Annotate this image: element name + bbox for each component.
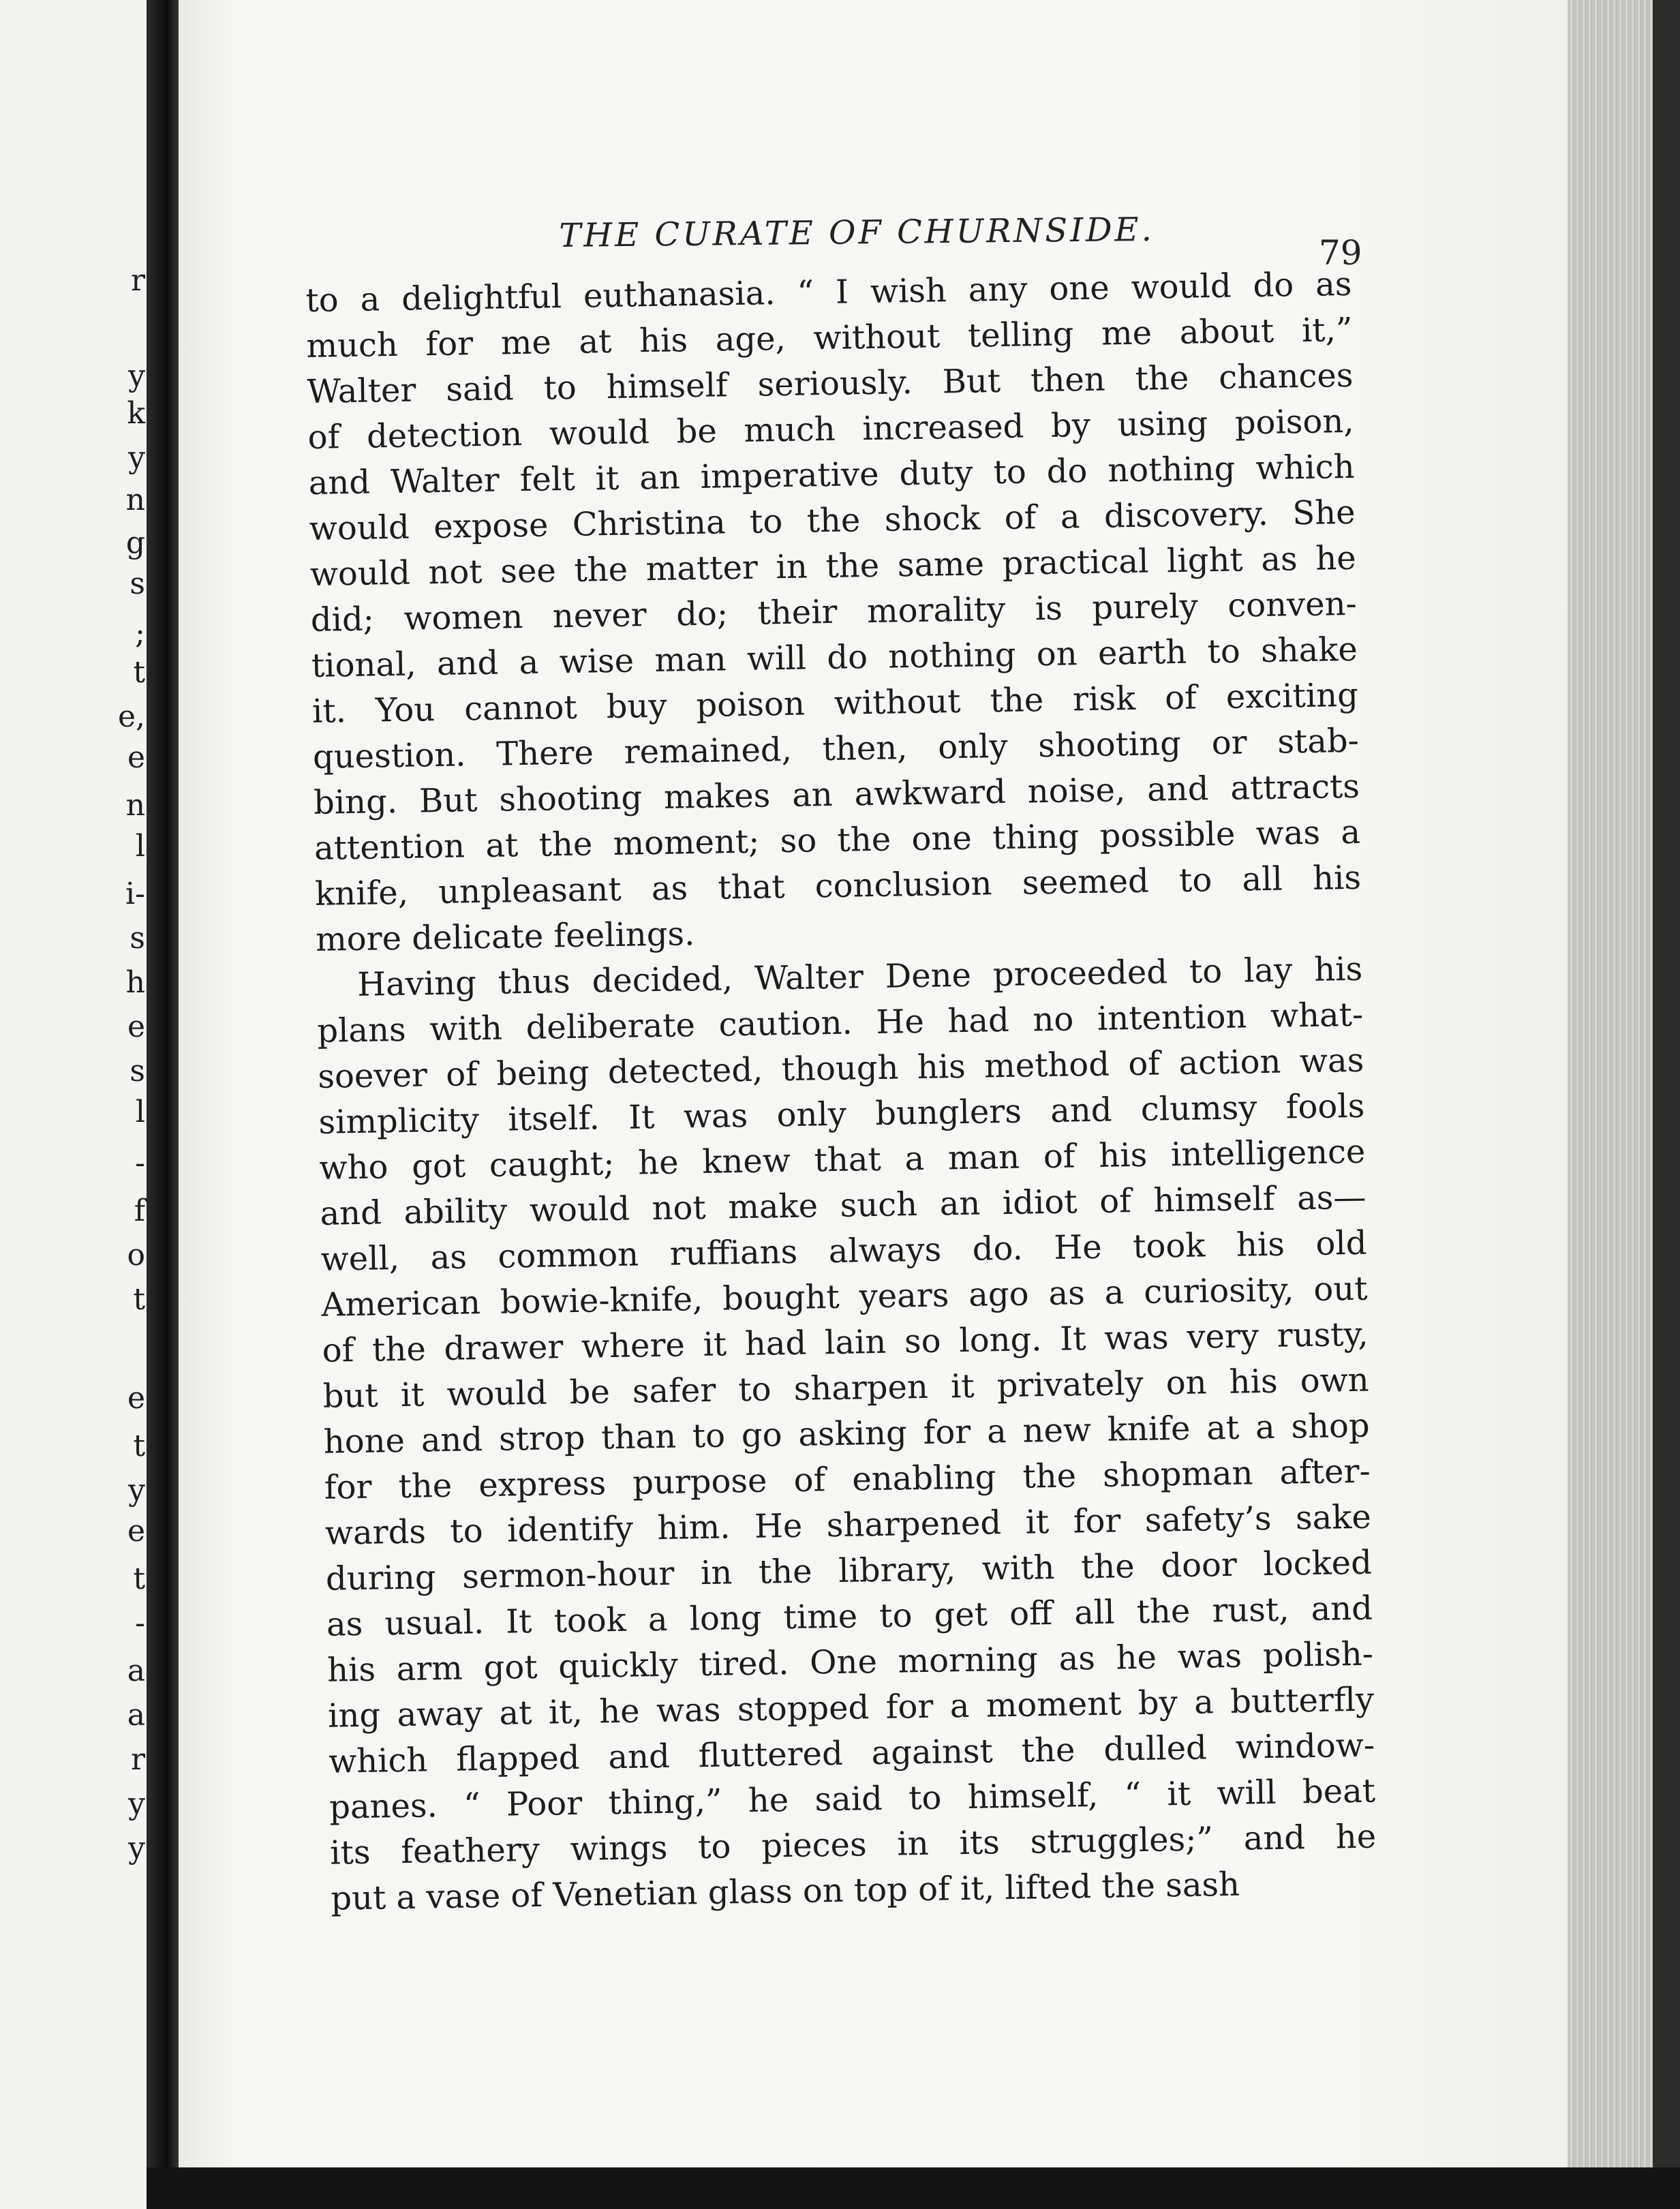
text-line: who got caught; he knew that a man of his intelligence — [319, 1132, 1366, 1187]
running-head: THE CURATE OF CHURNSIDE. — [559, 210, 1155, 255]
left-page-edge-letter: t — [133, 655, 145, 690]
left-page-edge-letter: t — [133, 1429, 145, 1463]
page-number: 79 — [1319, 233, 1362, 273]
text-line: during sermon-hour in the library, with the door locked — [325, 1543, 1373, 1598]
left-page-edge-letter: r — [130, 1742, 145, 1777]
text-line: of the drawer where it had lain so long. It was very rusty, — [322, 1315, 1369, 1370]
left-page-edge-letter: ; — [135, 616, 145, 651]
text-line: wards to identify him. He sharpened it for safety’s sake — [324, 1497, 1372, 1553]
left-page-edge-letter: y — [128, 1831, 145, 1865]
left-page-edge-letter: g — [125, 525, 145, 560]
left-page-edge-letter: e — [127, 1009, 145, 1044]
left-page-edge-letter: a — [127, 1654, 145, 1688]
left-page-edge-letter: e, — [117, 699, 145, 734]
left-page-edge-letter: n — [125, 788, 145, 823]
body-text — [305, 262, 1377, 1922]
left-page-edge-letter: f — [134, 1193, 145, 1228]
text-line: plans with deliberate caution. He had no intention what- — [316, 995, 1364, 1050]
text-line: panes. “ Poor thing,” he said to himself, “ it will beat — [329, 1771, 1376, 1827]
text-line: bing. But shooting makes an awkward noise, and attracts — [313, 767, 1360, 822]
text-line: it. You cannot buy poison without the risk of exciting — [311, 675, 1359, 731]
text-line: question. There remained, then, only shooting or stab- — [312, 721, 1360, 776]
left-page-edge-letter: k — [127, 396, 145, 431]
text-line: hone and strop than to go asking for a new knife at a shop — [323, 1406, 1371, 1461]
text-line: simplicity itself. It was only bunglers and clumsy fools — [318, 1086, 1365, 1142]
text-line: well, as common ruffians always do. He took his old — [320, 1223, 1367, 1279]
bottom-shadow — [147, 2167, 1680, 2209]
text-line: did; women never do; their morality is purely conven- — [310, 584, 1358, 639]
left-page-edge-letter: y — [128, 1786, 145, 1821]
left-page-edge-letter: o — [127, 1238, 145, 1273]
left-page-edge-letter: n — [125, 483, 145, 517]
left-page-edge-letter: s — [129, 1054, 145, 1088]
text-line: Having thus decided, Walter Dene proceeded to lay his — [356, 949, 1363, 1004]
left-page-edge-letter: - — [135, 1606, 145, 1641]
page-edges — [1568, 0, 1680, 2209]
text-line: knife, unpleasant as that conclusion seemed to all his — [314, 858, 1362, 913]
text-line: tional, and a wise man will do nothing on earth to shake — [311, 630, 1358, 685]
text-line: which flapped and fluttered against the dulled window- — [328, 1726, 1375, 1781]
left-page-edge-letter: h — [125, 965, 145, 1000]
left-page-edge-letter: l — [135, 829, 145, 864]
text-line: for the express purpose of enabling the shopman after- — [324, 1452, 1371, 1507]
text-line: his arm got quickly tired. One morning as he was polish- — [326, 1634, 1374, 1690]
left-page-edge-letter: e — [127, 1514, 145, 1549]
left-page-edge-letter: s — [129, 566, 145, 601]
text-line: would not see the matter in the same practical light as he — [309, 538, 1357, 594]
left-page-edge-letter: - — [135, 1146, 145, 1180]
text-line: put a vase of Venetian glass on top of it, lifted the sash — [330, 1865, 1240, 1918]
left-page-edge-letter: a — [127, 1698, 145, 1733]
text-line: and Walter felt it an imperative duty to do nothing which — [308, 447, 1355, 502]
left-page-edge-letter: e — [127, 1381, 145, 1416]
text-line: would expose Christina to the shock of a discovery. She — [309, 493, 1356, 548]
text-line: its feathery wings to pieces in its struggles;” and he — [329, 1817, 1377, 1872]
text-line: but it would be safer to sharpen it privately on his own — [322, 1360, 1370, 1416]
left-page-edge-letter: r — [130, 263, 145, 298]
left-page-edge-letter: l — [135, 1095, 145, 1129]
text-line: soever of being detected, though his method of action was — [317, 1041, 1364, 1096]
text-line: as usual. It took a long time to get off all the rust, and — [326, 1589, 1373, 1644]
text-line: attention at the moment; so the one thing possible was a — [314, 812, 1361, 868]
left-page-edge-letter: i- — [125, 877, 145, 911]
left-page-edge-letter: y — [128, 1473, 145, 1508]
left-page-edge-letter: t — [133, 1282, 145, 1317]
left-facing-page-strip — [0, 0, 147, 2209]
left-page-edge-letter: y — [128, 440, 145, 475]
text-line: American bowie-knife, bought years ago as a curiosity, out — [321, 1269, 1368, 1324]
text-line: to a delightful euthanasia. “ I wish any one would do as — [305, 264, 1352, 320]
left-page-edge-letter: t — [133, 1561, 145, 1596]
text-line: Walter said to himself seriously. But then the chances — [307, 356, 1354, 411]
text-line: much for me at his age, without telling me about it,” — [306, 310, 1353, 365]
text-line: ing away at it, he was stopped for a moment by a butterfly — [327, 1680, 1375, 1735]
text-line: more delicate feelings. — [315, 915, 695, 959]
text-line: and ability would not make such an idiot of himself as— — [320, 1178, 1366, 1233]
left-page-edge-letter: y — [128, 359, 145, 393]
text-line: of detection would be much increased by using poison, — [307, 401, 1354, 457]
left-page-edge-letter: e — [127, 740, 145, 775]
left-page-edge-letter: s — [129, 921, 145, 956]
